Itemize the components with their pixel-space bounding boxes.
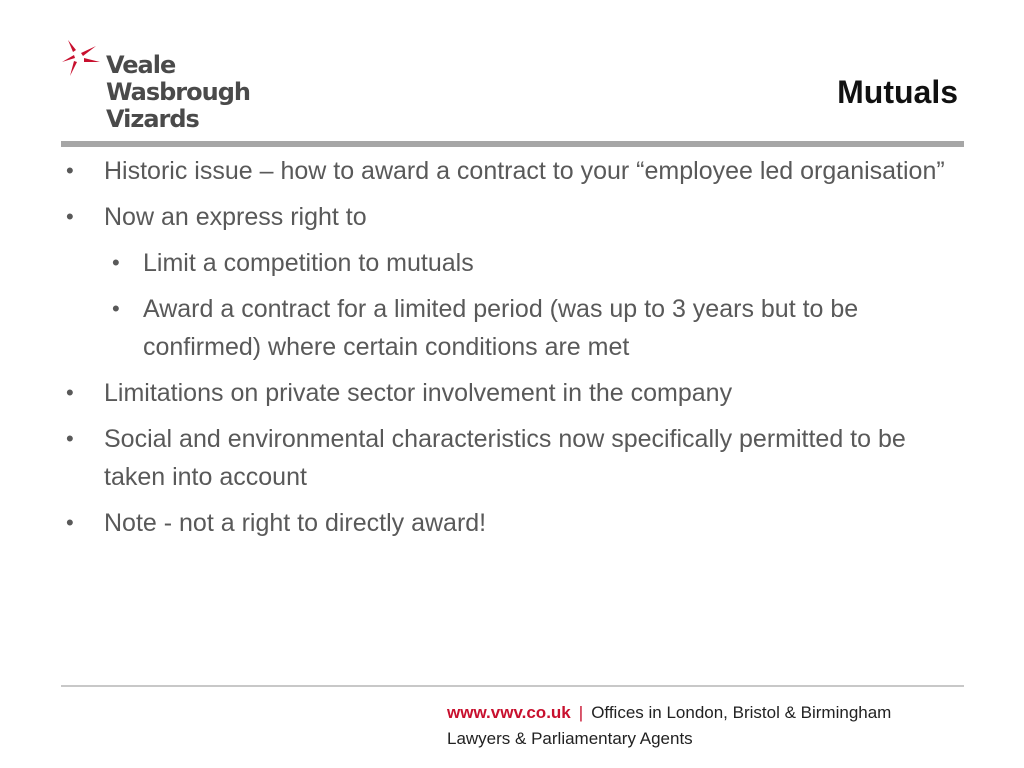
bullet-icon: • (66, 380, 74, 405)
bullet-item (62, 374, 967, 412)
logo-mark-icon (60, 38, 104, 82)
bullet-text: Now an express right to (104, 203, 367, 231)
bullet-text: Limit a competition to mutuals (143, 249, 474, 277)
logo-line-1: Veale Wasbrough (106, 51, 250, 106)
bullet-text: Historic issue – how to award a contract to your “employee led organisation” (104, 157, 945, 185)
footer-divider (61, 685, 964, 687)
bullet-item (62, 198, 967, 236)
bullet-item (62, 152, 967, 190)
bullet-text: Award a contract for a limited period (was up to 3 years but to be confirmed) where certain conditions are met (143, 295, 859, 361)
bullet-item (62, 420, 967, 496)
slide-title: Mutuals (837, 74, 958, 110)
bullet-icon: • (66, 510, 74, 535)
website-link[interactable]: www.vwv.co.uk (447, 703, 571, 722)
company-logo (60, 38, 320, 133)
offices-text: Offices in London, Bristol & Birmingham (591, 703, 892, 722)
sub-bullet-item (62, 244, 967, 282)
bullet-icon: • (66, 158, 74, 183)
title-divider (61, 141, 964, 147)
footer-separator: | (578, 703, 584, 722)
bullet-text: Social and environmental characteristics now specifically permitted to be taken into account (104, 425, 906, 491)
bullet-item (62, 504, 967, 542)
footer-line-1 (447, 700, 891, 726)
bullet-icon: • (66, 426, 74, 451)
bullet-icon: • (66, 204, 74, 229)
sub-bullet-item (62, 290, 967, 366)
bullet-list (62, 152, 967, 550)
bullet-icon: • (112, 250, 120, 275)
footer-tagline: Lawyers & Parliamentary Agents (447, 729, 693, 748)
bullet-icon: • (112, 296, 120, 321)
logo-line-2: Vizards (106, 105, 199, 133)
logo-wordmark (106, 52, 320, 133)
bullet-text: Limitations on private sector involvement in the company (104, 379, 733, 407)
bullet-text: Note - not a right to directly award! (104, 509, 487, 537)
footer (447, 700, 891, 752)
